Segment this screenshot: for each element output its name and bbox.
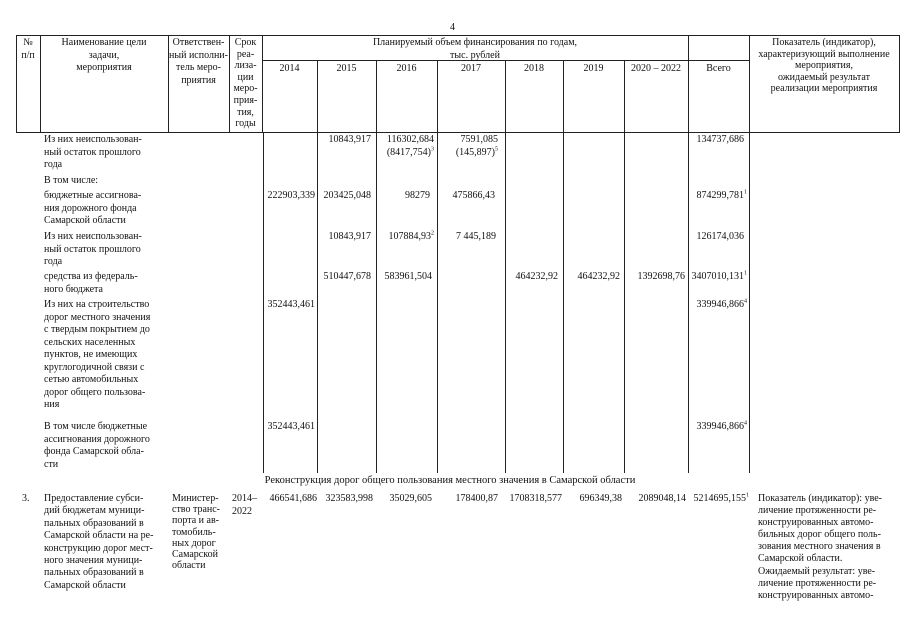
row-name: В том числе бюджетные ассигнования дорожного фонда Самарской обла- сти [44,421,150,470]
item-responsible: Министер- ство транс- порта и ав- томобиль- ных дорог Самарской области [172,493,221,572]
row-name: бюджетные ассигнова- ния дорожного фонда Самарской области [44,190,142,226]
data-col-divider [317,133,318,473]
item-number: 3. [22,493,30,504]
row-name: Из них неиспользован- ный остаток прошлого года [44,231,142,267]
cell-2015: 203425,048 [323,190,371,201]
item-2018: 1708318,577 [509,493,562,504]
cell-2015: 10843,917 [328,134,371,145]
header-year-2015: 2015 [336,63,357,74]
header-year-2017: 2017 [461,63,481,74]
data-col-divider [749,133,750,473]
cell-total: 126174,036 [696,231,744,242]
cell-2018: 464232,92 [515,271,558,282]
cell-2017: 475866,43 [452,190,495,201]
cell-2016: 583961,504 [384,271,432,282]
item-name: Предоставление субси- дий бюджетам муници- пальных образований в Самарской области на ре- конструкцию дорог мест- ного значения муници- пальных образований в Самарской области [44,493,154,591]
header-year-2014: 2014 [279,63,300,74]
data-col-divider [624,133,625,473]
cell-total: 134737,686 [696,134,744,145]
page-number: 4 [450,22,455,33]
cell-2016: 107884,93$^2$ [388,230,434,242]
item-2019: 696349,38 [579,493,622,504]
header-term: Срок реа- лиза- ции меро- прия- тия, годы [233,37,258,130]
cell-2017: 7591,085 $(145,897)^5$ [455,134,498,158]
cell-2014: 352443,461 [267,299,315,310]
header-indicator: Показатель (индикатор), характеризующий выполнение мероприятия, ожидаемый результат реализации мероприятия [758,37,890,95]
cell-total: 339946,866$^4$ [696,420,747,432]
item-indicator: Показатель (индикатор): уве- личение протяженности ре- конструированных автомо- бильных дорог общего поль- зования местного значения в Самарской области. Ожидаемый результат: уве- личение протяженности ре- конструированных автомо- [758,493,882,601]
data-col-divider [563,133,564,473]
table-top-border [16,35,900,36]
header-responsible: Ответствен- ный исполни- тель меро- приятия [169,37,228,86]
col-divider [688,35,689,133]
item-2016: 35029,605 [389,493,432,504]
section-title: Реконструкция дорог общего пользования местного значения в Самарской области [264,475,636,486]
item-term: 2014– 2022 [232,493,257,517]
item-total: 5214695,155$^1$ [693,492,749,504]
cell-total: 339946,866$^4$ [696,298,747,310]
header-year-2020-2022: 2020 – 2022 [631,63,681,74]
cell-2016: 116302,684 $(8417,754)^3$ [386,134,434,158]
header-year-2018: 2018 [524,63,544,74]
cell-2017: 7 445,189 [456,231,496,242]
cell-total: 874299,781$^1$ [696,189,747,201]
header-total: Всего [706,63,731,74]
header-year-2019: 2019 [583,63,604,74]
cell-2014: 352443,461 [267,421,315,432]
cell-2015: 10843,917 [328,231,371,242]
header-num: № п/п [21,37,35,61]
cell-2020-2022: 1392698,76 [637,271,685,282]
header-funding: Планируемый объем финансирования по годам, тыс. рублей [372,37,578,61]
row-name: В том числе: [44,175,99,186]
cell-2014: 222903,339 [267,190,315,201]
cell-2015: 510447,678 [323,271,371,282]
cell-total: 3407010,131$^1$ [691,270,747,282]
header-year-2016: 2016 [396,63,417,74]
cell-2016: 98279 [405,190,430,201]
data-col-divider [437,133,438,473]
cell-2019: 464232,92 [577,271,620,282]
row-name: средства из федераль- ного бюджета [44,271,138,295]
item-2020-2022: 2089048,14 [638,493,686,504]
row-name: Из них неиспользован- ный остаток прошлого года [44,134,142,170]
col-divider [40,35,41,133]
item-2014: 466541,686 [269,493,317,504]
item-2017: 178400,87 [455,493,498,504]
item-2015: 323583,998 [325,493,373,504]
header-bottom-border [16,132,900,133]
header-name: Наименование цели задачи, мероприятия [61,37,147,73]
row-name: Из них на строительство дорог местного значения с твердым покрытием до сельских населенных пунктов, не имеющих круглогодичной связи с сетью автомобильных дорог общего пользова- ния [44,299,151,410]
data-col-divider [505,133,506,473]
data-col-divider [376,133,377,473]
table-right-border [899,35,900,133]
